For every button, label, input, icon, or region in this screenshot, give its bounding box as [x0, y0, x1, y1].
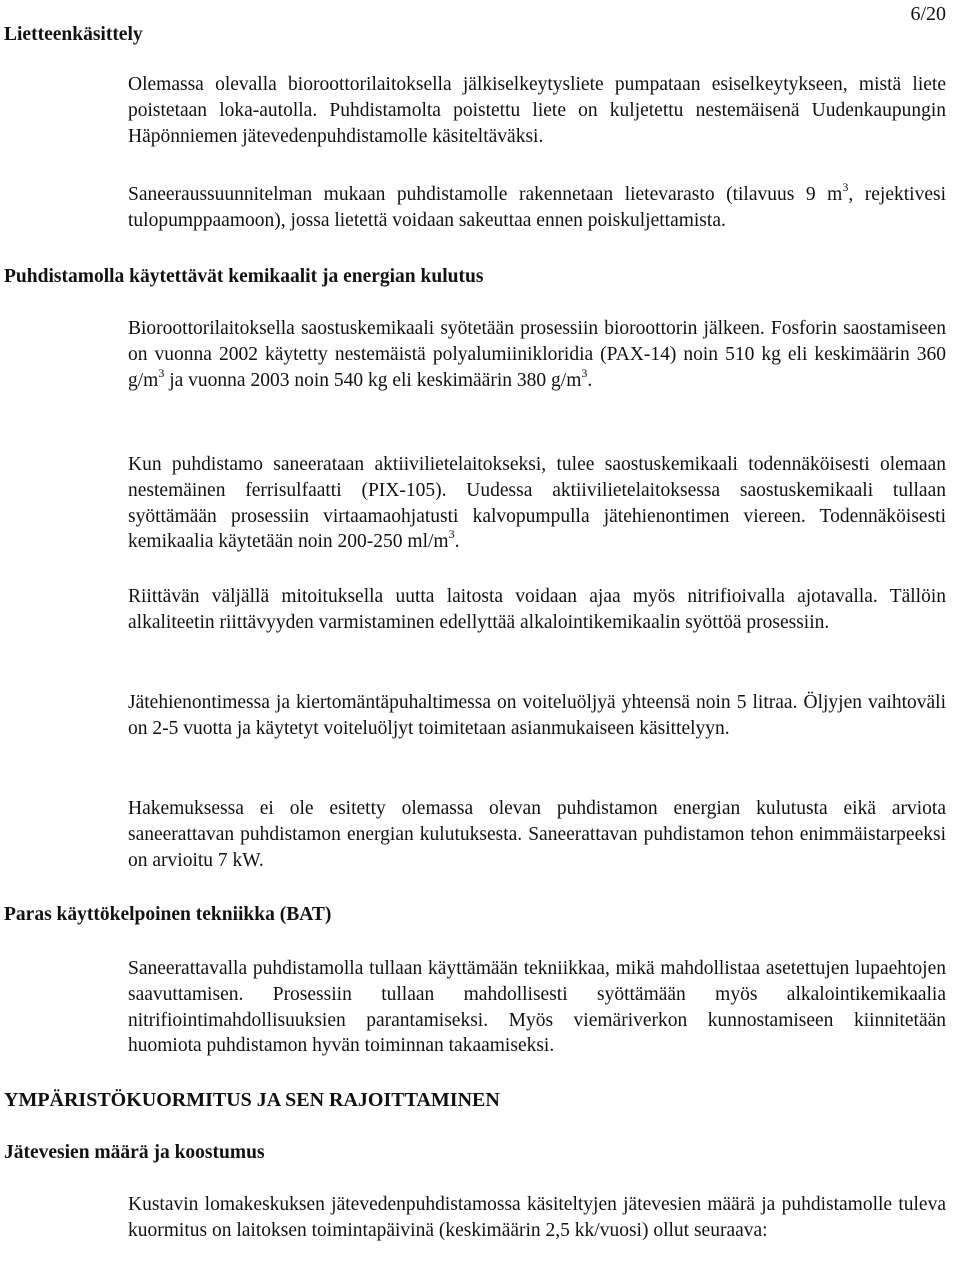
text-span: Bioroottorilaitoksella saostuskemikaali syötetään prosessiin bioroottorin jälkeen. Fosforin saostamiseen on vuonna 2002 käytetty nestemäistä polyalumiinikloridia (PAX-14) noin 510 kg eli keskimäärin 360 g/m — [128, 318, 946, 391]
superscript: 3 — [842, 180, 849, 194]
section-heading-kemikaalit: Puhdistamolla käytettävät kemikaalit ja energian kulutus — [4, 266, 484, 287]
superscript: 3 — [448, 527, 455, 542]
section-heading-ymparistokuormitus: YMPÄRISTÖKUORMITUS JA SEN RAJOITTAMINEN — [4, 1089, 500, 1111]
superscript: 3 — [158, 365, 165, 380]
paragraph-liete-1: Olemassa olevalla bioroottorilaitoksella jälkiselkeytysliete pumpataan esiselkeytykseen, mistä liete poistetaan loka-autolla. Puhdistamolta poistettu liete on kuljetettu nestemäisenä Uudenkaupungin Häpönniemen jätevedenpuhdistamolle käsiteltäväksi. — [128, 74, 946, 147]
paragraph-kemikaalit-3: Riittävän väljällä mitoituksella uutta laitosta voidaan ajaa myös nitrifioivalla ajotavalla. Tällöin alkaliteetin riittävyyden varmistaminen edellyttää alkalointikemikaalin syöttöä prosessiin. — [128, 586, 946, 633]
paragraph-kemikaalit-4: Jätehienontimessa ja kiertomäntäpuhaltimessa on voiteluöljyä yhteensä noin 5 litraa. Öljyjen vaihtoväli on 2-5 vuotta ja käytetyt voiteluöljyt toimitetaan asianmukaiseen käsittelyyn. — [128, 692, 946, 739]
text-span: . — [587, 369, 593, 391]
text-span: Saneeraussuunnitelman mukaan puhdistamolle rakennetaan lietevarasto (tilavuus 9 m — [128, 184, 843, 205]
paragraph-kemikaalit-1 — [128, 316, 946, 393]
text-span: , rejektivesi tulopumppaamoon), jossa lietettä voidaan sakeuttaa ennen poiskuljettamista. — [128, 184, 946, 231]
paragraph-liete-2 — [128, 182, 946, 234]
paragraph-kemikaalit-2 — [128, 452, 946, 555]
text-span: ja vuonna 2003 noin 540 kg eli keskimäärin 380 g/m — [164, 369, 582, 391]
paragraph-jatevedet-1: Kustavin lomakeskuksen jätevedenpuhdistamossa käsiteltyjen jätevesien määrä ja puhdistamolle tuleva kuormitus on laitoksen toimintapäivinä (keskimäärin 2,5 kk/vuosi) ollut seuraava: — [128, 1194, 946, 1241]
text-span: . — [454, 531, 460, 553]
paragraph-kemikaalit-5: Hakemuksessa ei ole esitetty olemassa olevan puhdistamon energian kulutusta eikä arviota saneerattavan puhdistamon energian kulutuksesta. Saneerattavan puhdistamon tehon enimmäistarpeeksi on arvioitu 7 kW. — [128, 798, 946, 871]
section-heading-bat: Paras käyttökelpoinen tekniikka (BAT) — [4, 904, 332, 925]
section-heading-lietteenkasittely: Lietteenkäsittely — [4, 24, 143, 45]
section-heading-jatevesien-maara: Jätevesien määrä ja koostumus — [4, 1142, 265, 1163]
page-number: 6/20 — [910, 3, 946, 25]
text-span: Kun puhdistamo saneerataan aktiivilietelaitokseksi, tulee saostuskemikaali todennäköisesti olemaan nestemäinen ferrisulfaatti (PIX-105). Uudessa aktiivilietelaitoksessa saostuskemikaali tullaan syöttämään prosessiin virtaamaohjatusti kalvopumpulla jätehienontimen viereen. Todennäköisesti kemikaalia käytetään noin 200-250 ml/m — [128, 454, 946, 553]
paragraph-bat-1: Saneerattavalla puhdistamolla tullaan käyttämään tekniikkaa, mikä mahdollistaa asetettujen lupaehtojen saavuttamisen. Prosessiin tullaan mahdollisesti syöttämään myös alkalointikemikaalia nitrifiointimahdollisuuksien parantamiseksi. Myös viemäriverkon kunnostamiseen kiinnitetään huomiota puhdistamon hyvän toiminnan takaamiseksi. — [128, 958, 946, 1057]
superscript: 3 — [581, 365, 588, 380]
